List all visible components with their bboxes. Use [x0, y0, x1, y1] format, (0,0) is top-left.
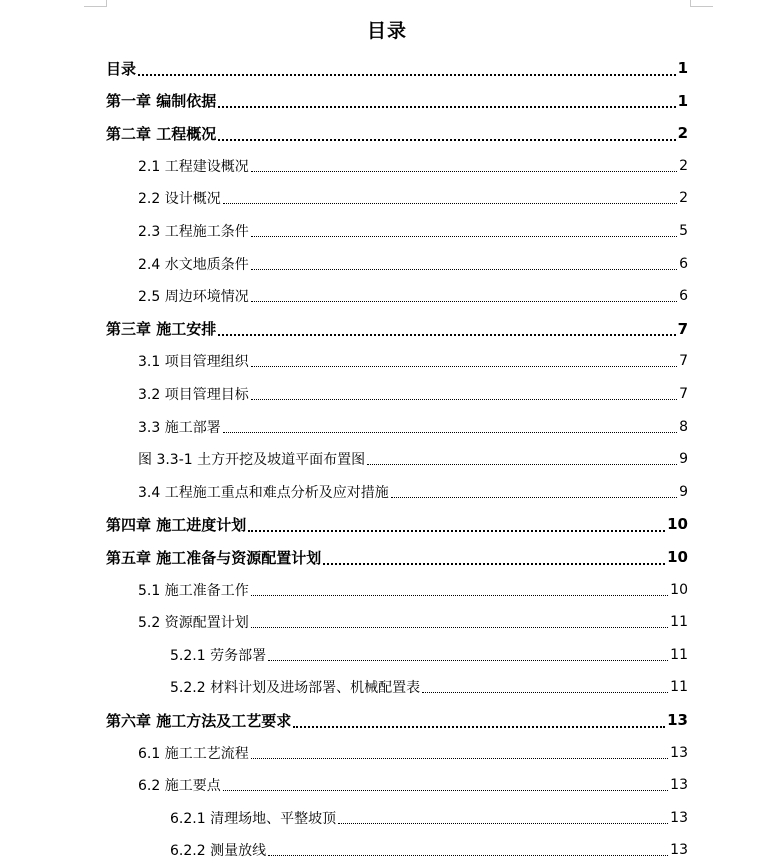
toc-entry[interactable]: [138, 411, 688, 443]
toc-entry-page: 10: [670, 581, 688, 598]
toc-dot-leader: [251, 170, 677, 172]
toc-entry-text: 5.1 施工准备工作: [138, 582, 249, 599]
toc-entry[interactable]: [106, 508, 688, 540]
toc-entry[interactable]: [138, 443, 688, 475]
toc-entry[interactable]: [138, 280, 688, 312]
toc-dot-leader: [268, 854, 668, 856]
toc-entry[interactable]: [138, 574, 688, 606]
toc-entry-text: 第五章 施工准备与资源配置计划: [106, 548, 322, 567]
toc-dot-leader: [218, 333, 675, 336]
toc-entry[interactable]: [170, 802, 688, 834]
toc-dot-leader: [223, 202, 677, 204]
toc-entry-page: 9: [679, 451, 688, 468]
toc-entry-page: 6: [679, 288, 688, 305]
toc-entry-text: 2.2 设计概况: [138, 191, 221, 208]
toc-entry-text: 2.4 水文地质条件: [138, 256, 249, 273]
toc-entry[interactable]: [138, 606, 688, 638]
toc-entry-text: 6.1 施工工艺流程: [138, 745, 249, 762]
toc-entry[interactable]: [138, 737, 688, 769]
toc-entry-page: 1: [677, 59, 688, 77]
toc-entry-page: 8: [679, 418, 688, 435]
toc-entry-page: 10: [667, 515, 688, 534]
toc-entry-page: 10: [667, 548, 688, 566]
toc-entry-page: 13: [670, 777, 688, 794]
toc-dot-leader: [338, 822, 668, 824]
toc-entry-text: 2.3 工程施工条件: [138, 224, 249, 240]
toc-dot-leader: [323, 562, 665, 565]
toc-entry[interactable]: [106, 313, 688, 345]
toc-entry[interactable]: [138, 248, 688, 280]
toc-entry-text: 5.2.2 材料计划及进场部署、机械配置表: [170, 680, 421, 697]
toc-entry[interactable]: [138, 345, 688, 377]
toc-entry-page: 11: [670, 646, 688, 663]
toc-dot-leader: [223, 431, 677, 433]
toc-entry-text: 第二章 工程概况: [106, 124, 217, 143]
toc-entry-page: 2: [679, 190, 688, 207]
toc-entry-page: 13: [670, 744, 688, 761]
toc-entry-text: 第六章 施工方法及工艺要求: [106, 711, 292, 730]
toc-dot-leader: [251, 268, 677, 270]
toc-dot-leader: [251, 398, 677, 400]
toc-entry-page: 7: [679, 353, 688, 370]
toc-entry[interactable]: [106, 541, 688, 573]
toc-entry[interactable]: [170, 639, 688, 671]
toc-entry-page: 13: [667, 711, 688, 729]
toc-dot-leader: [367, 463, 677, 465]
toc-title: 目录: [366, 20, 407, 42]
toc-entry[interactable]: [138, 215, 688, 247]
toc-entry-page: 11: [670, 614, 688, 631]
toc-entry[interactable]: [138, 476, 688, 508]
toc-entry-text: 6.2.1 清理场地、平整坡顶: [170, 810, 337, 827]
toc-dot-leader: [391, 496, 677, 498]
toc-entry-page: 7: [677, 319, 688, 338]
toc-entry-text: 3.2 项目管理目标: [138, 387, 249, 403]
toc-entry-page: 2: [679, 157, 688, 174]
toc-dot-leader: [223, 789, 668, 791]
toc-entry-page: 5: [679, 223, 688, 239]
toc-entry-page: 6: [679, 255, 688, 272]
toc-entry[interactable]: [138, 769, 688, 801]
toc-dot-leader: [248, 529, 665, 532]
toc-entry-text: 3.1 项目管理组织: [138, 354, 249, 371]
toc-entry-text: 6.2 施工要点: [138, 778, 221, 795]
toc-entry[interactable]: [138, 182, 688, 214]
toc-entry-text: 第三章 施工安排: [106, 320, 217, 339]
toc-dot-leader: [251, 757, 668, 759]
toc-entry-page: 2: [677, 124, 688, 143]
toc-dot-leader: [138, 73, 676, 76]
toc-entry[interactable]: [106, 52, 688, 84]
toc-entry-text: 第四章 施工进度计划: [106, 515, 247, 534]
toc-dot-leader: [251, 626, 668, 628]
toc-entry-page: 1: [677, 91, 688, 110]
toc-entry-page: 7: [679, 386, 688, 402]
toc-dot-leader: [268, 659, 668, 661]
toc-entry-page: 9: [679, 483, 688, 500]
toc-entry[interactable]: [138, 378, 688, 410]
toc-dot-leader: [251, 594, 668, 596]
toc-entry[interactable]: [170, 671, 688, 703]
toc-dot-leader: [251, 365, 677, 367]
toc-entry-page: 13: [670, 809, 688, 826]
toc-entry[interactable]: [106, 117, 688, 149]
toc-entry-text: 5.2 资源配置计划: [138, 615, 249, 632]
toc-entry-text: 3.3 施工部署: [138, 419, 221, 436]
toc-dot-leader: [218, 105, 675, 108]
toc-entry-text: 图 3.3-1 土方开挖及坡道平面布置图: [138, 452, 366, 469]
page-corner-mark-left: [84, 0, 107, 7]
toc-entry-text: 2.5 周边环境情况: [138, 289, 249, 306]
toc-entry-text: 6.2.2 测量放线: [170, 843, 267, 860]
toc-entry-text: 第一章 编制依据: [106, 92, 217, 111]
toc-entry[interactable]: [106, 704, 688, 736]
toc-entry[interactable]: [170, 834, 688, 866]
toc-dot-leader: [422, 691, 668, 693]
toc-dot-leader: [218, 138, 675, 141]
toc-entry-text: 目录: [106, 59, 137, 78]
toc-entry-page: 11: [670, 679, 688, 696]
toc-entry-text: 3.4 工程施工重点和难点分析及应对措施: [138, 484, 389, 501]
toc-entry-text: 5.2.1 劳务部署: [170, 647, 267, 664]
toc-dot-leader: [251, 235, 677, 237]
toc-entry-page: 13: [670, 842, 688, 859]
page-corner-mark-right: [690, 0, 713, 7]
toc-entry-text: 2.1 工程建设概况: [138, 158, 249, 175]
toc-entry[interactable]: [106, 85, 688, 117]
toc-dot-leader: [251, 300, 677, 302]
toc-dot-leader: [293, 725, 665, 728]
toc-entry[interactable]: [138, 150, 688, 182]
